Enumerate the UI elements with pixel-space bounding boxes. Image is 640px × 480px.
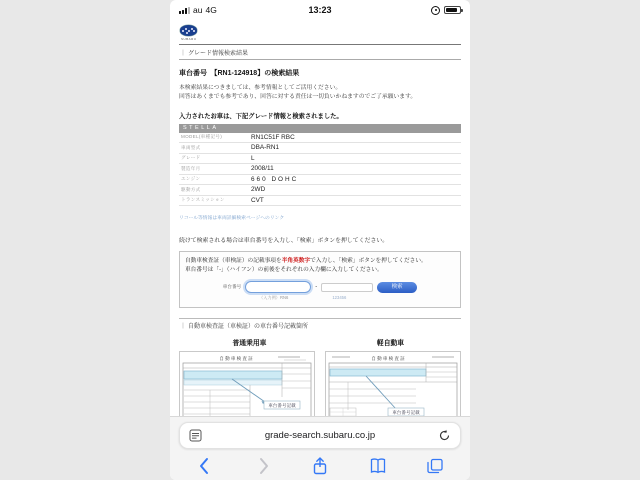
halfwidth-alnum-emphasis: 半角英数字 [281,258,311,265]
chassis-serial-input[interactable] [321,283,373,292]
carrier-label: au [193,5,203,15]
battery-icon [444,6,461,14]
hyphen-separator: - [315,284,318,291]
status-bar [170,0,470,20]
back-button[interactable] [194,455,216,477]
chassis-search-box [179,251,461,308]
web-page-content [170,20,470,474]
cert-doc-title: 自 動 車 検 査 証 [371,356,405,362]
safari-toolbar [170,455,470,477]
table-row: 駆動方式 2WD [179,185,461,196]
result-title: 車台番号 【RN1-124918】の検索結果 [179,70,300,77]
table-row: エンジン 660 DOHC [179,175,461,186]
table-row: 製造年月 2008/11 [179,164,461,175]
share-icon[interactable] [309,455,331,477]
network-label: 4G [205,5,217,15]
search-instruction-line1: 自動車検査証（車検証）の記載事項を半角英数字で入力し、「検索」ボタンを押してください。 [185,258,427,265]
subaru-logo [180,25,197,36]
input-example-value: 123456 [332,295,347,301]
safari-bottom-chrome [170,416,470,480]
cert-callout-kei: 車台番号記載 [392,410,420,416]
cert-heading-standard-car: 普通乗用車 [232,340,267,348]
vehicle-spec-table [179,133,461,207]
url-text[interactable]: grade-search.subaru.co.jp [264,430,376,441]
signal-strength-icon [179,6,190,14]
table-row: 車両型式 DBA-RN1 [179,143,461,154]
search-instruction-line2: 車台番号は「-」（ハイフン）の前後をそれぞれの入力欄に入力してください。 [185,267,383,274]
vehicle-model-header: STELLA [179,124,461,133]
table-row: グレード L [179,154,461,165]
notice-text [179,84,461,103]
input-example-label: （入力例）RN6 [259,295,289,301]
bookmarks-icon[interactable] [367,455,389,477]
subaru-logo-label: SUBARU [181,37,197,41]
clock: 13:23 [308,5,332,15]
recall-info-link[interactable]: リコール等情報は車両詳細検索ページへのリンク [179,216,285,222]
notice-line1: 本検索結果につきましては、参考情報としてご活用ください。 [179,85,342,91]
match-heading: 入力されたお車は、下記グレード情報と検索されました。 [179,112,343,120]
tabs-icon[interactable] [424,455,446,477]
cert-doc-title: 自 動 車 検 査 証 [219,356,253,362]
orientation-lock-icon [431,6,440,15]
chassis-number-label: 車台番号 [222,284,242,290]
table-row: MODEL(車種記号) RN1C51F RBC [179,133,461,144]
url-bar[interactable] [179,422,461,449]
refresh-icon[interactable] [438,429,451,442]
continue-search-text: 続けて検索される場合は車台番号を入力し、「検索」ボタンを押してください。 [179,238,389,245]
phone-screen [170,0,470,480]
chassis-prefix-input[interactable] [245,281,311,293]
cert-callout-standard: 車台番号記載 [268,403,296,409]
reader-icon[interactable] [189,429,202,442]
forward-button[interactable] [252,455,274,477]
section-title-certificate: ｜ 自動車検査証（車検証）の車台番号記載箇所 [180,324,309,331]
section-title-grade-result: ｜ グレード情報検索結果 [179,45,461,60]
cert-heading-kei-car: 軽自動車 [376,340,405,348]
search-button[interactable]: 検索 [377,282,417,293]
notice-line2: 回答はあくまでも参考であり、回答に対する責任は一切負いかねますのでご了承願います。 [179,94,417,101]
table-row: トランスミッション CVT [179,196,461,207]
